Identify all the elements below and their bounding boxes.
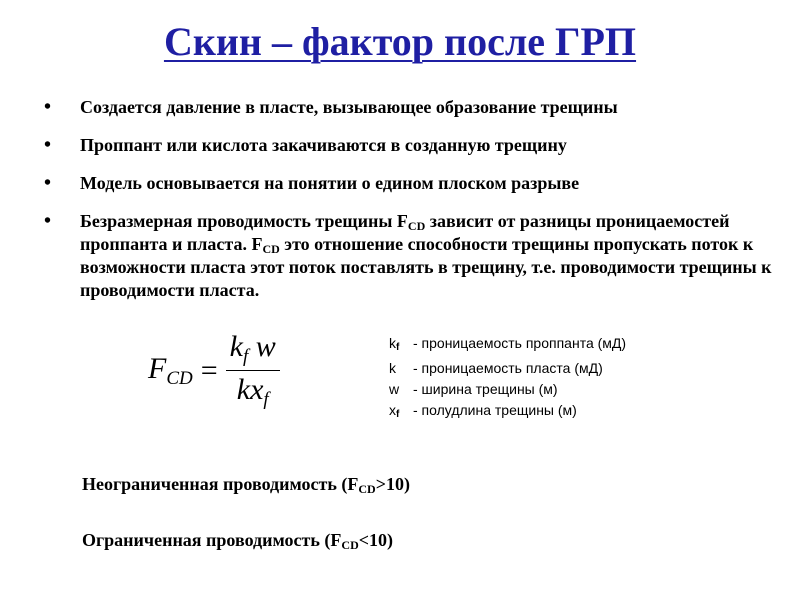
legend-description: - проницаемость проппанта (мД) <box>413 335 627 351</box>
slide-title: Скин – фактор после ГРП <box>163 19 637 64</box>
legend-symbol: k <box>389 360 396 376</box>
limited-sub: CD <box>341 538 359 552</box>
bullet-conductivity-text-3: это отношение способности трещины пропускать поток к возможности пласта этот поток поставлять в трещину, т.е. проводимости трещины к проводимости пласта. <box>80 234 772 300</box>
unlimited-text: Неограниченная проводимость (F <box>82 474 359 494</box>
limited-condition: <10) <box>358 530 394 550</box>
formula-equals: = <box>200 353 218 387</box>
limited-text: Ограниченная проводимость (F <box>82 530 342 550</box>
limited-conductivity <box>82 530 393 553</box>
formula-legend <box>389 333 626 425</box>
fcd-subscript: CD <box>262 242 280 256</box>
formula-fraction <box>226 330 280 411</box>
formula-f: F <box>148 351 167 385</box>
legend-description: - ширина трещины (м) <box>413 381 558 397</box>
bullet-pressure: • Создается давление в пласте, вызывающее образование трещины <box>40 96 780 119</box>
legend-description: - полудлина трещины (м) <box>413 402 577 418</box>
fcd-subscript: CD <box>407 219 426 233</box>
formula-den-kx: kx <box>236 373 264 406</box>
legend-symbol: w <box>389 381 400 397</box>
legend-item <box>389 333 626 358</box>
formula-lhs <box>148 352 193 390</box>
bullet-conductivity-text-1: Безразмерная проводимость трещины F <box>80 211 408 231</box>
fcd-formula <box>148 330 280 411</box>
formula-den-sub: f <box>263 389 269 410</box>
formula-numerator <box>226 330 280 371</box>
legend-item <box>389 379 626 400</box>
formula-num-sub: f <box>242 346 249 367</box>
bullet-conductivity <box>40 210 780 302</box>
legend-symbol: $k_f$ <box>389 335 400 353</box>
unlimited-conductivity <box>82 474 410 497</box>
formula-num-w: w <box>248 330 276 363</box>
bullet-proppant: • Проппант или кислота закачиваются в созданную трещину <box>40 134 780 157</box>
bullet-model: • Модель основывается на понятии о едином плоском разрыве <box>40 172 780 195</box>
unlimited-sub: CD <box>358 482 376 496</box>
legend-item <box>389 400 626 425</box>
unlimited-condition: >10) <box>375 474 410 494</box>
formula-denominator <box>233 371 273 411</box>
legend-description: - проницаемость пласта (мД) <box>413 360 603 376</box>
bullet-conductivity-text-2: зависит от разницы проницаемостей проппанта и пласта. F <box>80 211 730 254</box>
legend-item <box>389 358 626 379</box>
formula-lhs-sub: CD <box>166 367 193 389</box>
legend-symbol: $x_f$ <box>389 402 400 420</box>
formula-num-k: k <box>229 330 243 363</box>
bullet-list <box>40 96 780 317</box>
